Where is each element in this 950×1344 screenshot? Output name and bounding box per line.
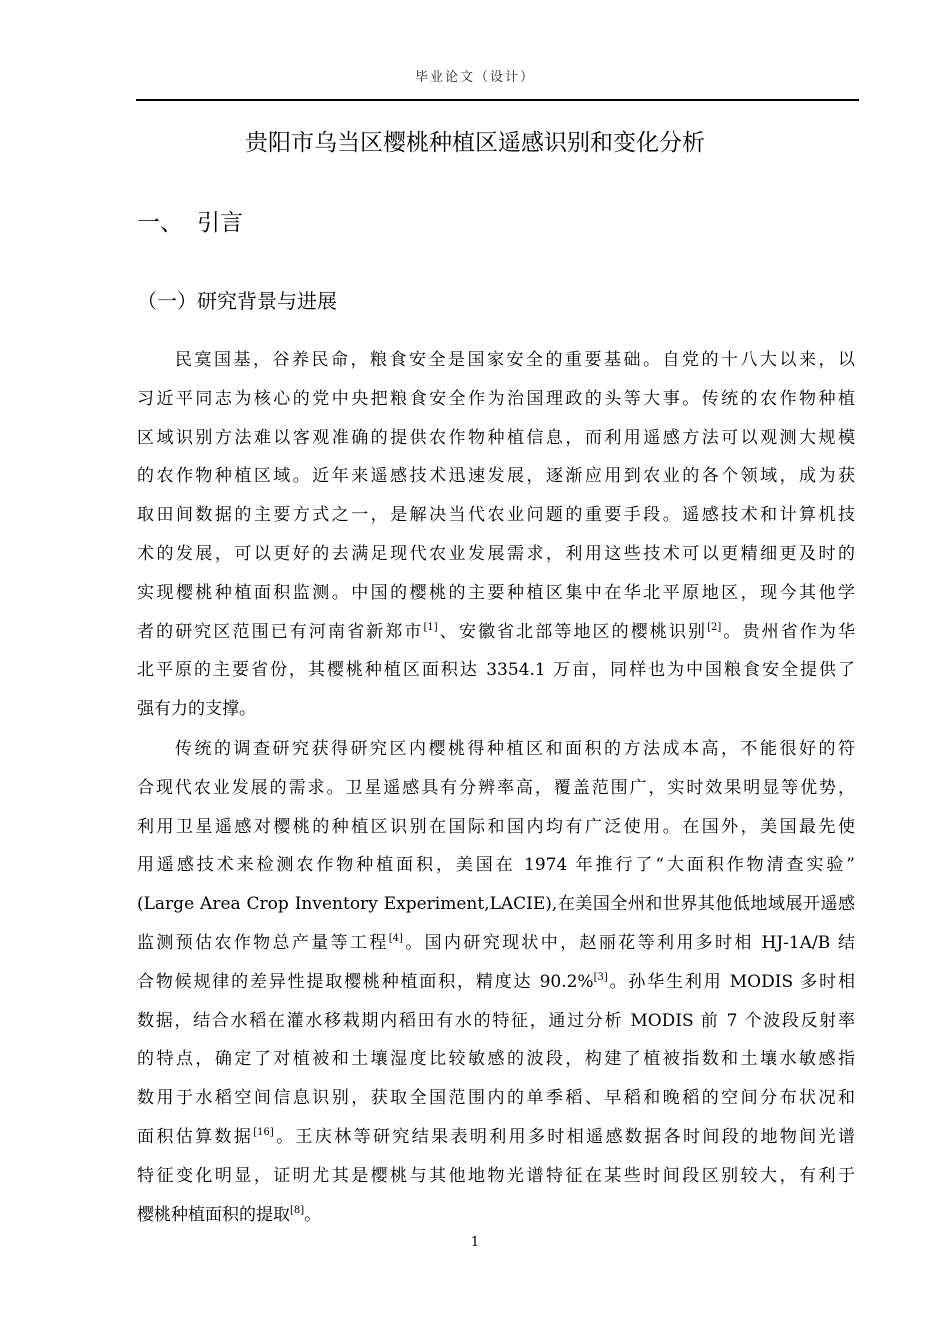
text-line: 取田间数据的主要方式之一，是解决当代农业问题的重要手段。遥感技术和计算机技 — [137, 505, 855, 526]
text-line: 数据，结合水稻在灌水移栽期内稻田有水的特征，通过分析 MODIS 前 7 个波段反射率 — [137, 1010, 855, 1031]
text-line — [137, 1196, 855, 1235]
text-run: 、安徽省北部等地区的樱桃识别 — [437, 621, 708, 642]
text-run: 面积估算数据 — [137, 1126, 254, 1147]
section-number: 一、 — [137, 210, 183, 236]
citation: [16] — [253, 1126, 274, 1138]
text-run: 。贵州省作为华 — [721, 621, 856, 642]
text-run: 监测预估农作物总产量等工程 — [137, 932, 389, 953]
text-run: 樱桃种植面积的提取 — [137, 1204, 290, 1225]
text-line: (Large Area Crop Inventory Experiment,LACIE),在美国全州和世界其他低地域展开遥感 — [137, 894, 855, 915]
text-line — [137, 613, 855, 652]
citation: [8] — [290, 1204, 305, 1216]
text-line: 的特点，确定了对植被和土壤湿度比较敏感的波段，构建了植被指数和土壤水敏感指 — [137, 1049, 855, 1070]
citation: [1] — [423, 621, 438, 633]
text-line: 民寞国基，谷养民命，粮食安全是国家安全的重要基础。自党的十八大以来，以 — [175, 350, 855, 370]
text-line: 区域识别方法难以客观准确的提供农作物种植信息，而利用遥感方法可以观测大规模 — [137, 427, 855, 448]
paragraph-1 — [137, 341, 855, 729]
text-run: 。 — [304, 1204, 322, 1225]
text-line: 传统的调查研究获得研究区内樱桃得种植区和面积的方法成本高，不能很好的符 — [175, 739, 855, 759]
text-line: 的农作物种植区域。近年来遥感技术迅速发展，逐渐应用到农业的各个领域，成为获 — [137, 466, 855, 487]
subsection-heading: （一）研究背景与进展 — [137, 289, 337, 313]
text-line: 合现代农业发展的需求。卫星遥感具有分辨率高，覆盖范围广，实时效果明显等优势， — [137, 777, 855, 798]
text-run: 。国内研究现状中，赵丽花等利用多时相 HJ-1A/B 结 — [402, 932, 855, 953]
citation: [2] — [707, 621, 722, 633]
text-line: 北平原的主要省份，其樱桃种植区面积达 3354.1 万亩，同样也为中国粮食安全提供了 — [137, 660, 855, 681]
text-run: 者的研究区范围已有河南省新郑市 — [137, 621, 424, 642]
text-run: 。孙华生利用 MODIS 多时相 — [607, 971, 855, 992]
text-line: 习近平同志为核心的党中央把粮食安全作为治国理政的头等大事。传统的农作物种植 — [137, 388, 855, 409]
text-line: 实现樱桃种植面积监测。中国的樱桃的主要种植区集中在华北平原地区，现今其他学 — [137, 582, 855, 603]
document-title: 贵阳市乌当区樱桃种植区遥感识别和变化分析 — [245, 130, 705, 156]
text-run: 合物候规律的差异性提取樱桃种植面积，精度达 90.2% — [137, 971, 594, 992]
text-line — [137, 924, 855, 963]
section-title: 引言 — [197, 210, 243, 236]
text-line: 利用卫星遥感对樱桃的种植区识别在国际和国内均有广泛使用。在国外，美国最先使 — [137, 816, 855, 837]
section-heading — [137, 204, 243, 237]
text-line — [137, 1118, 855, 1157]
citation: [3] — [593, 971, 608, 983]
page-header: 毕业论文（设计） — [414, 70, 535, 85]
text-line: 用遥感技术来检测农作物种植面积，美国在 1974 年推行了“大面积作物清查实验” — [137, 855, 855, 876]
text-line: 特征变化明显，证明尤其是樱桃与其他地物光谱特征在某些时间段区别较大，有利于 — [137, 1165, 855, 1186]
citation: [4] — [388, 932, 403, 944]
text-run: 。王庆林等研究结果表明利用多时相遥感数据各时间段的地物间光谱 — [273, 1126, 856, 1147]
text-line — [137, 963, 855, 1002]
text-line: 术的发展，可以更好的去满足现代农业发展需求，利用这些技术可以更精细更及时的 — [137, 543, 855, 564]
page-number: 1 — [470, 1235, 480, 1250]
text-line: 强有力的支撑。 — [137, 699, 256, 720]
header-divider — [136, 99, 859, 101]
text-line: 数用于水稻空间信息识别，获取全国范围内的单季稻、早稻和晚稻的空间分布状况和 — [137, 1088, 855, 1109]
paragraph-2 — [137, 730, 855, 1234]
